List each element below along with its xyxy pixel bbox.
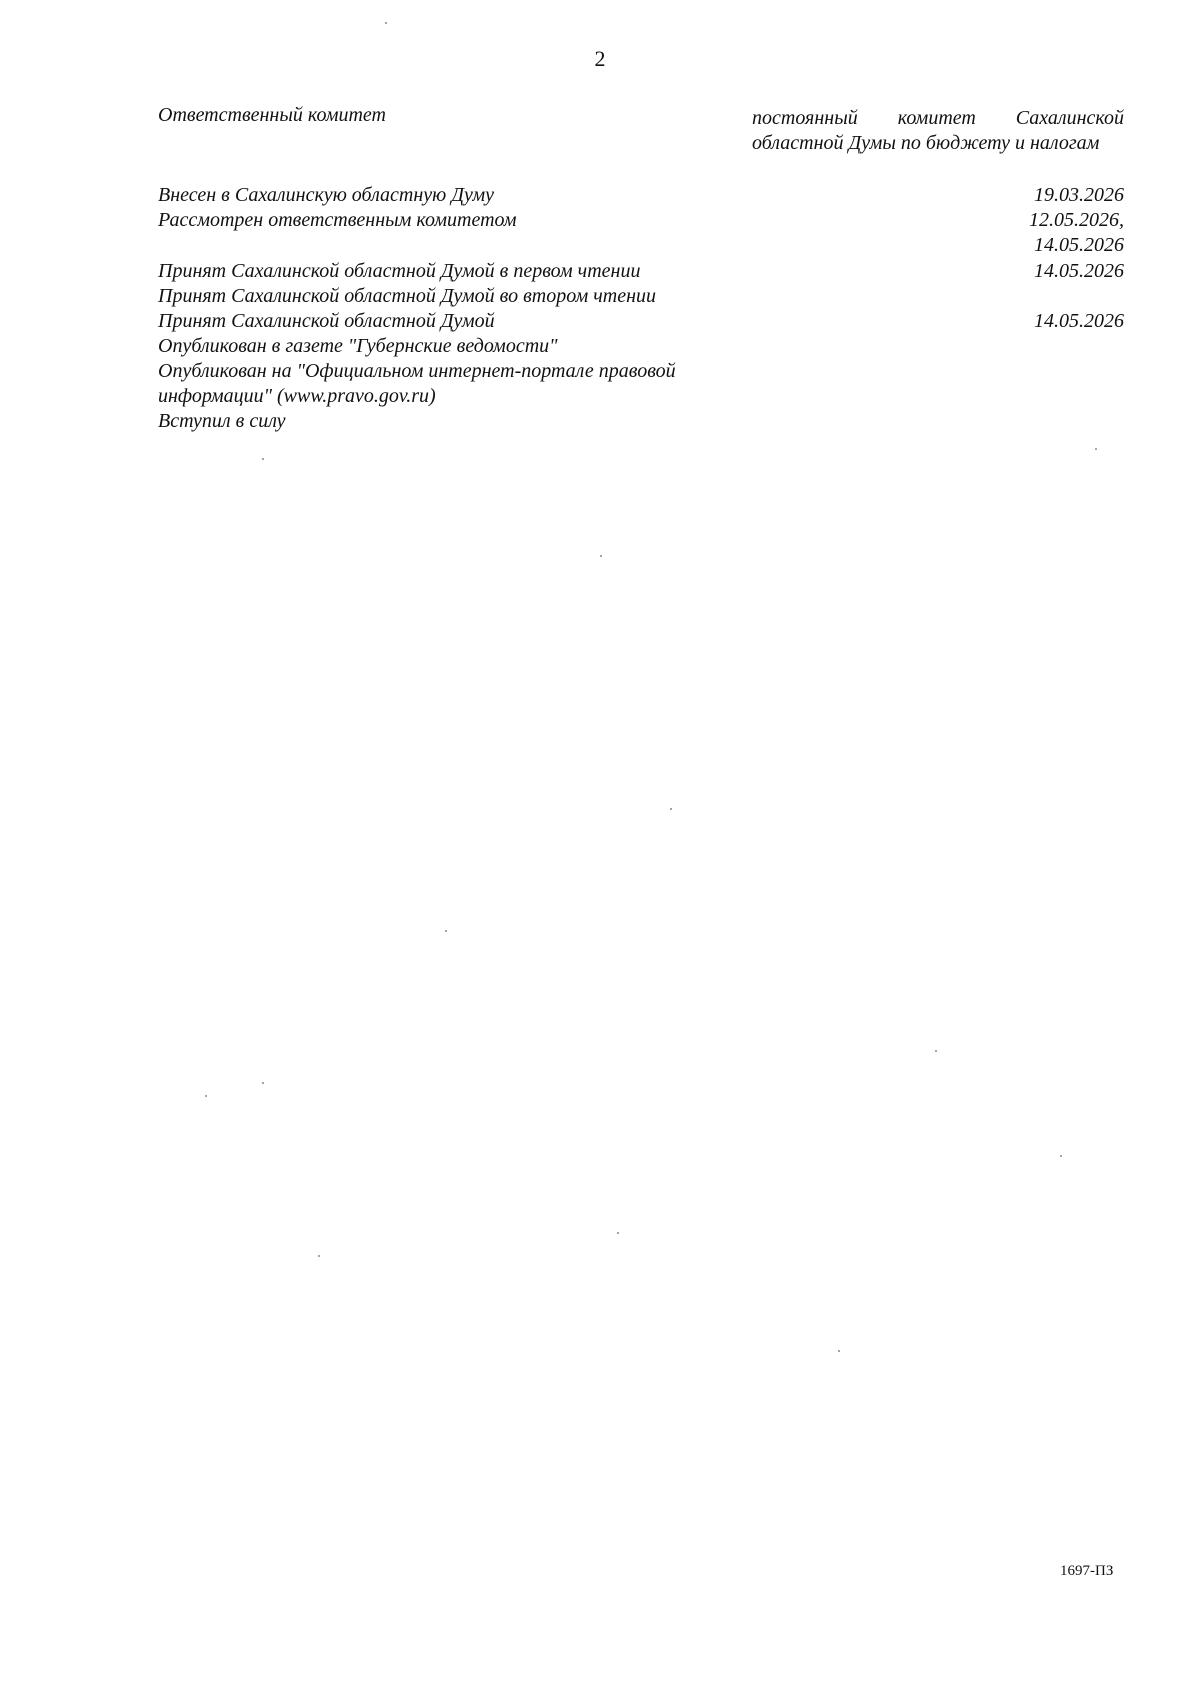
scan-speck (205, 1095, 207, 1097)
record-label: Опубликован на "Официальном интернет-портале правовой информации" (www.pravo.gov.ru) (158, 360, 676, 407)
record-date: 19.03.2026 (1034, 184, 1124, 206)
record-date: 14.05.2026 (1034, 310, 1124, 332)
record-label: Принят Сахалинской областной Думой в первом чтении (158, 260, 641, 282)
record-label: Внесен в Сахалинскую областную Думу (158, 184, 495, 206)
scan-speck (838, 1350, 840, 1352)
scan-speck (935, 1050, 937, 1052)
page-number: 2 (594, 46, 606, 71)
scan-speck (262, 1082, 264, 1084)
scan-speck (1060, 1155, 1062, 1157)
record-date: 12.05.2026, 14.05.2026 (1029, 209, 1124, 256)
scan-speck (385, 22, 387, 24)
scan-speck (617, 1232, 619, 1234)
scan-speck (445, 930, 447, 932)
record-label: Рассмотрен ответственным комитетом (158, 209, 517, 231)
record-label: Принят Сахалинской областной Думой во втором чтении (158, 285, 657, 307)
record-date: 14.05.2026 (1034, 260, 1124, 282)
scan-speck (318, 1255, 320, 1257)
record-label: Вступил в силу (158, 410, 286, 432)
record-label: Принят Сахалинской областной Думой (158, 310, 495, 332)
document-code: 1697-ПЗ (1060, 1563, 1114, 1579)
scan-speck (670, 808, 672, 810)
committee-value: постоянный комитет Сахалинской областной Думы по бюджету и налогам (752, 107, 1124, 154)
scan-speck (600, 555, 602, 557)
scan-speck (1095, 448, 1097, 450)
record-label: Опубликован в газете "Губернские ведомости" (158, 335, 558, 357)
scan-speck (262, 458, 264, 460)
committee-label: Ответственный комитет (158, 104, 386, 126)
